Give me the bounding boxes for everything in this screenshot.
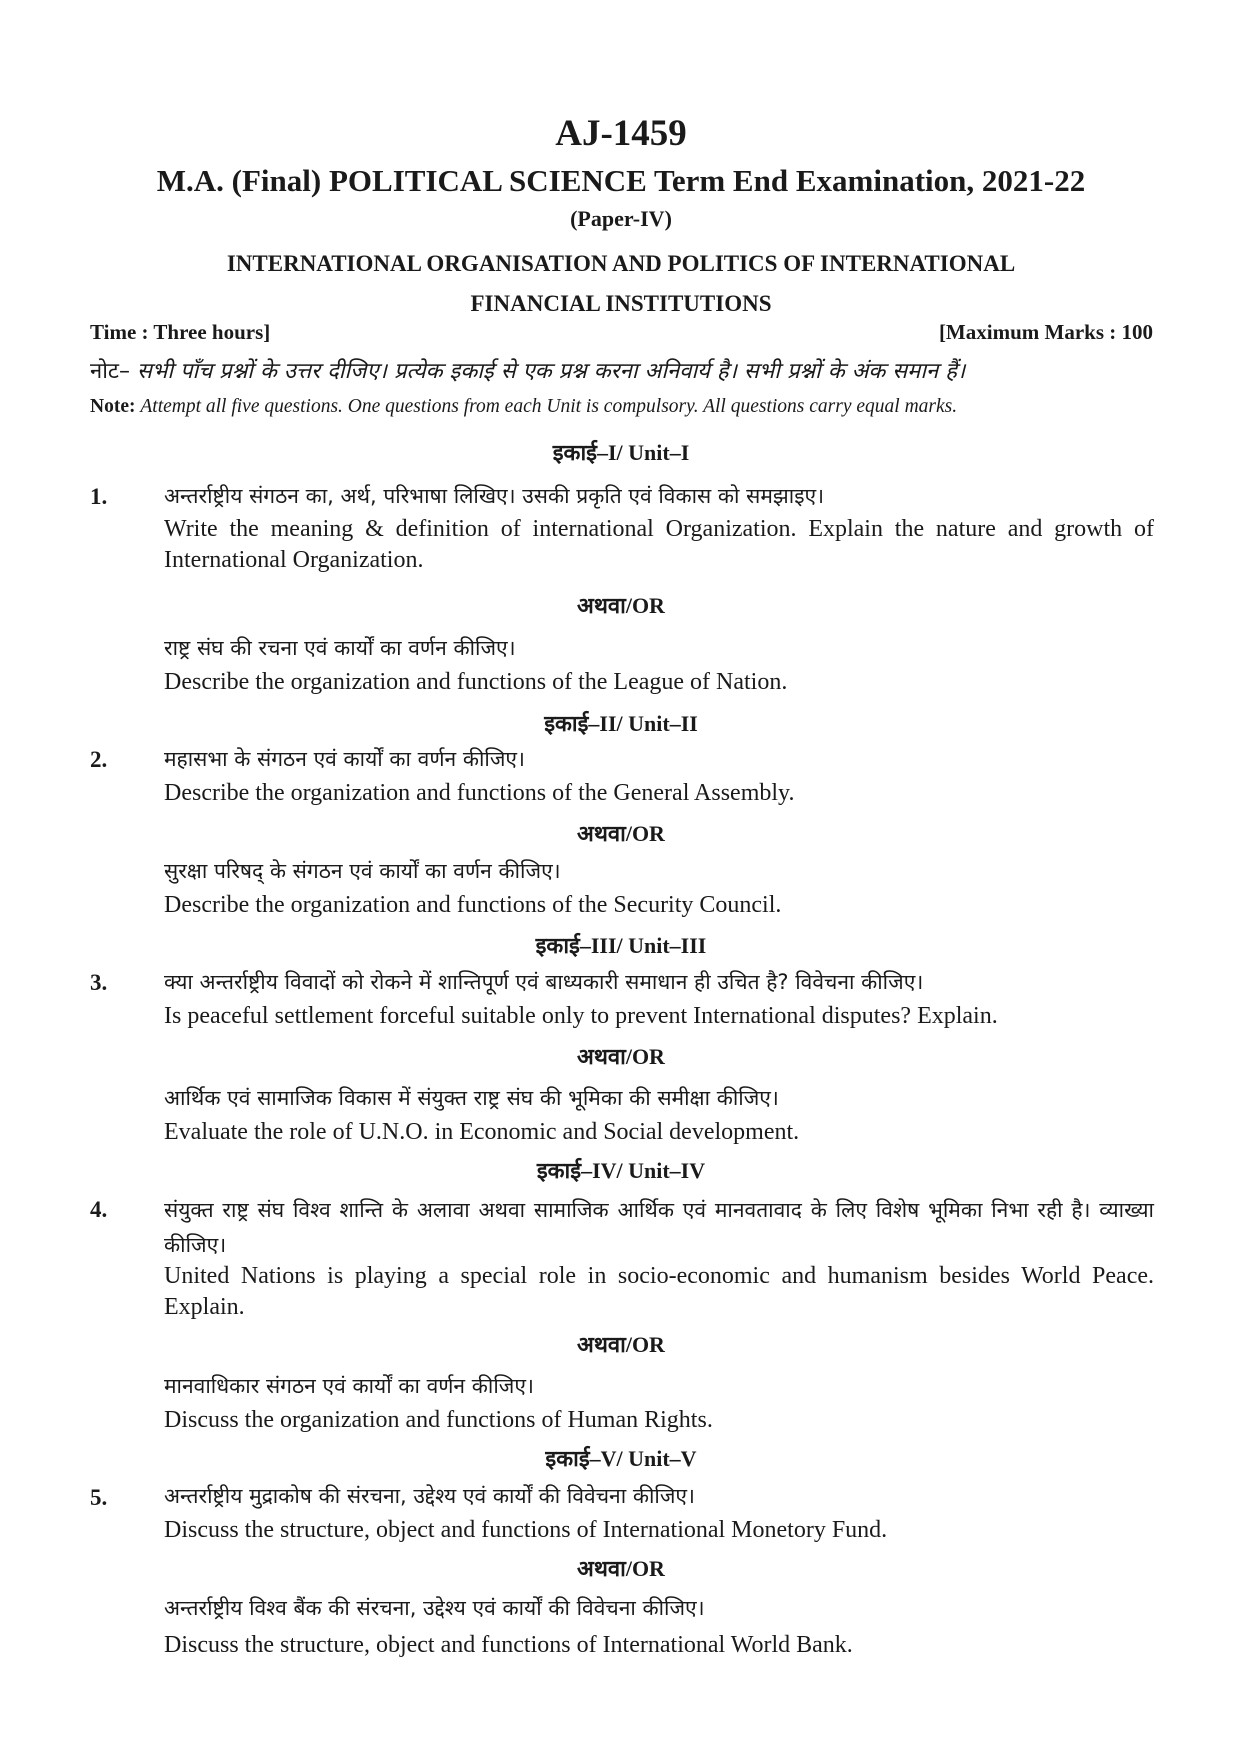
question-4b-english: Discuss the organization and functions of Human Rights. xyxy=(164,1407,713,1433)
unit-heading-2: इकाई–II/ Unit–II xyxy=(544,711,698,737)
note-english-label: Note: xyxy=(90,396,136,417)
or-heading-3: अथवा/OR xyxy=(577,1044,665,1070)
question-number-2: 2. xyxy=(90,747,108,772)
exam-title: M.A. (Final) POLITICAL SCIENCE Term End Examination, 2021-22 xyxy=(156,163,1086,198)
question-2b-english: Describe the organization and functions of the Security Council. xyxy=(164,892,782,918)
question-4a-hindi: संयुक्त राष्ट्र संघ विश्व शान्ति के अलावा अथवा सामाजिक आर्थिक एवं मानवतावाद के लिए विशेष भूमिका निभा रही है। व्याख्या कीजिए। xyxy=(164,1198,1154,1257)
note-hindi-label: नोट– xyxy=(90,359,130,384)
question-3b-hindi: आर्थिक एवं सामाजिक विकास में संयुक्त राष्ट्र संघ की भूमिका की समीक्षा कीजिए। xyxy=(164,1086,779,1110)
question-1a-english: Write the meaning & definition of international Organization. Explain the nature and growth of International Organization. xyxy=(164,516,1154,573)
question-number-4: 4. xyxy=(90,1197,108,1222)
note-english xyxy=(90,396,957,418)
unit-heading-4: इकाई–IV/ Unit–IV xyxy=(536,1158,706,1184)
unit-heading-3: इकाई–III/ Unit–III xyxy=(535,933,707,959)
unit-heading-1: इकाई–I/ Unit–I xyxy=(552,440,690,466)
subject-line-1: INTERNATIONAL ORGANISATION AND POLITICS OF INTERNATIONAL xyxy=(226,251,1016,276)
question-2a-hindi: महासभा के संगठन एवं कार्यों का वर्णन कीजिए। xyxy=(164,747,525,771)
question-5b-hindi: अन्तर्राष्ट्रीय विश्व बैंक की संरचना, उद्देश्य एवं कार्यों की विवेचना कीजिए। xyxy=(164,1596,705,1620)
question-5a-hindi: अन्तर्राष्ट्रीय मुद्राकोष की संरचना, उद्देश्य एवं कार्यों की विवेचना कीजिए। xyxy=(164,1484,695,1508)
question-4b-hindi: मानवाधिकार संगठन एवं कार्यों का वर्णन कीजिए। xyxy=(164,1374,534,1398)
question-5a-english: Discuss the structure, object and functions of International Monetory Fund. xyxy=(164,1517,888,1543)
question-3a-hindi: क्या अन्तर्राष्ट्रीय विवादों को रोकने में शान्तिपूर्ण एवं बाध्यकारी समाधान ही उचित है? विवेचना कीजिए। xyxy=(164,970,924,994)
maximum-marks: [Maximum Marks : 100 xyxy=(938,320,1153,344)
time-allowed: Time : Three hours] xyxy=(90,320,271,344)
subject-line-2: FINANCIAL INSTITUTIONS xyxy=(470,291,772,316)
paper-code: AJ-1459 xyxy=(555,113,687,154)
question-1b-hindi: राष्ट्र संघ की रचना एवं कार्यों का वर्णन कीजिए। xyxy=(164,636,516,660)
subject-title xyxy=(0,244,1242,324)
question-1b-english: Describe the organization and functions of the League of Nation. xyxy=(164,669,788,695)
or-heading-5: अथवा/OR xyxy=(577,1556,665,1582)
or-heading-2: अथवा/OR xyxy=(577,821,665,847)
note-hindi xyxy=(90,355,965,385)
question-3a-english: Is peaceful settlement forceful suitable only to prevent International disputes? Explain. xyxy=(164,1003,998,1029)
question-number-3: 3. xyxy=(90,970,108,995)
question-5b-english: Discuss the structure, object and functions of International World Bank. xyxy=(164,1632,853,1658)
paper-number: (Paper-IV) xyxy=(570,206,672,231)
or-heading-1: अथवा/OR xyxy=(577,593,665,619)
note-english-text: Attempt all five questions. One questions from each Unit is compulsory. All questions carry equal marks. xyxy=(140,396,958,417)
question-1a-hindi: अन्तर्राष्ट्रीय संगठन का, अर्थ, परिभाषा लिखिए। उसकी प्रकृति एवं विकास को समझाइए। xyxy=(164,484,825,508)
question-2b-hindi: सुरक्षा परिषद् के संगठन एवं कार्यों का वर्णन कीजिए। xyxy=(164,859,561,883)
question-4a-english: United Nations is playing a special role in socio-economic and humanism besides World Peace. Explain. xyxy=(164,1263,1154,1320)
question-number-5: 5. xyxy=(90,1485,108,1510)
question-2a-english: Describe the organization and functions of the General Assembly. xyxy=(164,780,795,806)
unit-heading-5: इकाई–V/ Unit–V xyxy=(545,1446,697,1472)
question-3b-english: Evaluate the role of U.N.O. in Economic and Social development. xyxy=(164,1119,800,1145)
question-number-1: 1. xyxy=(90,484,108,509)
or-heading-4: अथवा/OR xyxy=(577,1332,665,1358)
note-hindi-text: सभी पाँच प्रश्नों के उत्तर दीजिए। प्रत्येक इकाई से एक प्रश्न करना अनिवार्य है। सभी प्रश्नों के अंक समान हैं। xyxy=(137,359,966,384)
